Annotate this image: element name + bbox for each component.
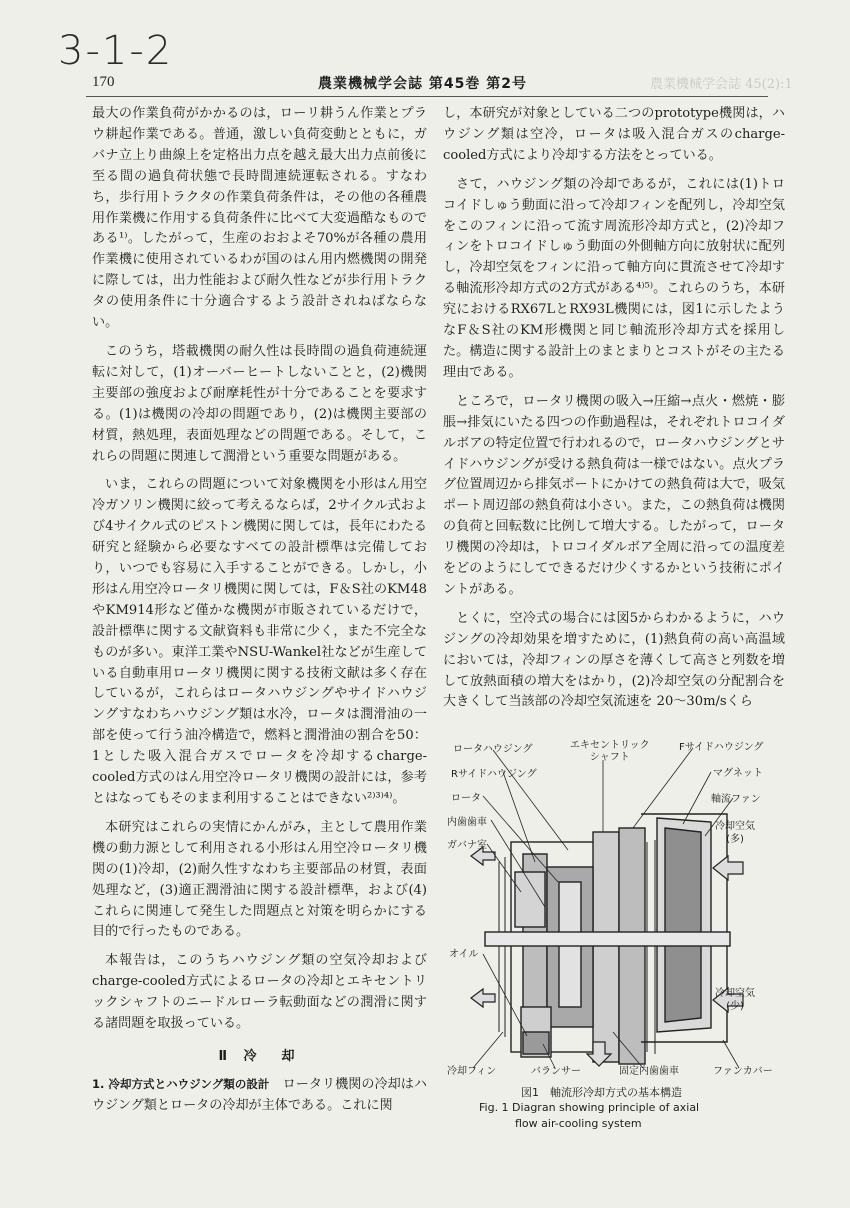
paragraph: とくに，空冷式の場合には図5からわかるように，ハウジングの冷却効果を増すために，(1)熱負荷の高い高温域においては，冷却フィンの厚さを薄くして高さと列数を増して放熱面積の増大をはかり，(2)冷却空気の分配割合を大きくして当該部の冷却空気流速を 20～30m/sくら	[443, 610, 785, 710]
figure-axial-cooling	[443, 732, 785, 1082]
label-rotor: ロータ	[451, 793, 481, 804]
paragraph: このうち，塔載機関の耐久性は長時間の過負荷連続運転に対して，(1)オーバーヒートしないことと，(2)機関主要部の強度および耐摩耗性が十分であることを要求する。(1)は機関の冷却の問題であり，(2)は機関主要部の材質，熱処理，表面処理などの問題である。そして，これらの問題に関連して潤滑という重要な問題がある。	[92, 343, 427, 464]
label-fixed-gear: 固定内歯歯車	[619, 1066, 679, 1077]
bleed-through-text: 農業機械学会誌 45(2):1	[650, 77, 793, 92]
running-head: 農業機械学会誌 第45巻 第2号	[318, 76, 527, 92]
header-rule	[86, 96, 768, 97]
sub-heading: 1. 冷却方式とハウジング類の設計	[92, 1076, 270, 1091]
paragraph: 最大の作業負荷がかかるのは，ローリ耕うん作業とプラウ耕起作業である。普通，激しい負荷変動とともに，ガバナ立上り曲線上を定格出力点を越え最大出力点前後に至る間の過負荷状態で長時間連続運転される。すなわち，歩行用トラクタの作業負荷条件は，その他の各種農用作業機に作用する負荷条件に比べて大変過酷なものである¹⁾。したがって，生産のおおよそ70%が各種の農用作業機に使用されているわが国のはん用内燃機関の開発に際しては，出力性能および耐久性などが歩行用トラクタの使用条件に十分適合するよう設計されねばならない。	[92, 106, 427, 331]
caption-en-line1: Fig. 1 Diagran showing principle of axial	[479, 1101, 700, 1114]
handwritten-id: 3-1-2	[58, 28, 174, 74]
paragraph: ところで，ロータリ機関の吸入→圧縮→点火・燃焼・膨脹→排気にいたる四つの作動過程は，それぞれトロコイダルボアの特定位置で行われるので，ロータハウジングとサイドハウジングが受ける熱負荷は一様ではない。点火プラグ位置周辺から排気ポートにかけての熱負荷は大で，吸気ポート周辺部の熱負荷は小さい。また，この熱負荷は機関の負荷と回転数に比例して増大する。したがって，ロータリ機関の冷却は，トロコイダルボア全周に沿っての温度差をどのようにしてできるだけ少くするかという技術にポイントがある。	[443, 393, 785, 597]
caption-jp: 図1 軸流形冷却方式の基本構造	[521, 1086, 682, 1099]
label-r-side-housing: Rサイドハウジング	[451, 769, 537, 780]
air-arrow-in-top	[713, 856, 743, 880]
label-rotor-housing: ロータハウジング	[453, 744, 533, 755]
label-cooling-air-much: 冷却空気 (多)	[715, 821, 755, 845]
left-column	[92, 104, 427, 1117]
air-arrow-out-bottom	[471, 989, 495, 1007]
label-internal-gear: 内歯歯車	[447, 817, 487, 828]
label-eccentric-shaft: エキセントリック シャフト	[570, 740, 650, 763]
label-balancer: バランサー	[531, 1066, 581, 1077]
paragraph: し，本研究が対象としている二つのprototype機関は，ハウジング類は空冷，ロータは吸入混合ガスのcharge-cooled方式により冷却する方法をとっている。	[443, 106, 785, 163]
paragraph: 本研究はこれらの実情にかんがみ，主として農用作業機の動力源として利用される小形はん用空冷ロータリ機関の(1)冷却，(2)耐久性すなわち主要部品の材質，表面処理など，(3)適正潤滑油に関する設計標準，および(4)これらに関連して発生した問題点と対策を明らかにする目的で行ったものである。	[92, 819, 427, 940]
label-f-side-housing: Fサイドハウジング	[679, 742, 764, 753]
paragraph: ロータリ機関の冷却はハウジング類とロータの冷却が主体である。これに関	[92, 1076, 428, 1113]
caption-en-line2: flow air-cooling system	[515, 1117, 642, 1130]
label-axial-fan: 軸流ファン	[711, 794, 761, 805]
label-governor-room: ガバナ室	[447, 840, 487, 851]
f-side-housing-shape	[593, 832, 619, 1062]
section-heading: Ⅱ 冷 却	[218, 1048, 301, 1064]
paragraph: 本報告は，このうちハウジング類の空気冷却およびcharge-cooled方式によるロータの冷却とエキセントリックシャフトのニードルローラ転動面などの潤滑に関する諸問題を取扱っている。	[92, 953, 427, 1032]
page-number: 170	[92, 74, 115, 90]
right-column	[443, 104, 785, 713]
label-fan-cover: ファンカバー	[713, 1066, 773, 1077]
label-cooling-fin: 冷却フィン	[447, 1066, 497, 1077]
label-oil: オイル	[449, 949, 479, 960]
label-magnet: マグネット	[713, 768, 763, 779]
figure-caption	[443, 1084, 785, 1132]
label-cooling-air-little: 冷却空気 (少)	[715, 988, 755, 1012]
eccentric-shaft-shape	[485, 932, 730, 946]
engine-cross-section-diagram	[443, 732, 785, 1082]
paragraph: さて，ハウジング類の冷却であるが，これには(1)トロコイドしゅう動面に沿って冷却フィンを配列し，冷却空気をこのフィンに沿って流す周流形冷却方式と，(2)冷却フィンをトロコイドしゅう動面の外側軸方向に放射状に配列し，冷却空気をフィンに沿って軸方向に貫流させて冷却する軸流形冷却方式の2方式がある⁴⁾⁵⁾。これらのうち，本研究におけるRX67LとRX93L機関には，図1に示したようなF＆S社のKM形機関と同じ軸流形冷却方式を採用した。構造に関する設計上のまとまりとコストがその主たる理由である。	[443, 176, 785, 380]
paragraph: いま，これらの問題について対象機関を小形はん用空冷ガソリン機関に絞って考えるならば，2サイクル式および4サイクル式のピストン機関に関しては，長年にわたる研究と経験から必要なすべての設計標準は完備しており，いつでも容易に入手することができる。しかし，小形はん用空冷ロータリ機関に関しては，F＆S社のKM48やKM914形など僅かな機関が市販されているだけで，設計標準に関する文献資料も非常に少く，また不完全なものが多い。東洋工業やNSU-Wankel社などが生産している自動車用ロータリ機関に関する技術文献は多く存在しているが，これらはロータハウジングやサイドハウジングすなわちハウジング類は水冷，ロータは潤滑油の一部を使って行う油冷構造で，燃料と潤滑油の割合を50：1とした吸入混合ガスでロータを冷却するcharge-cooled方式のはん用空冷ロータリ機関の設計には，参考とはなってもそのまま利用することはできない²⁾³⁾⁴⁾。	[92, 477, 427, 806]
